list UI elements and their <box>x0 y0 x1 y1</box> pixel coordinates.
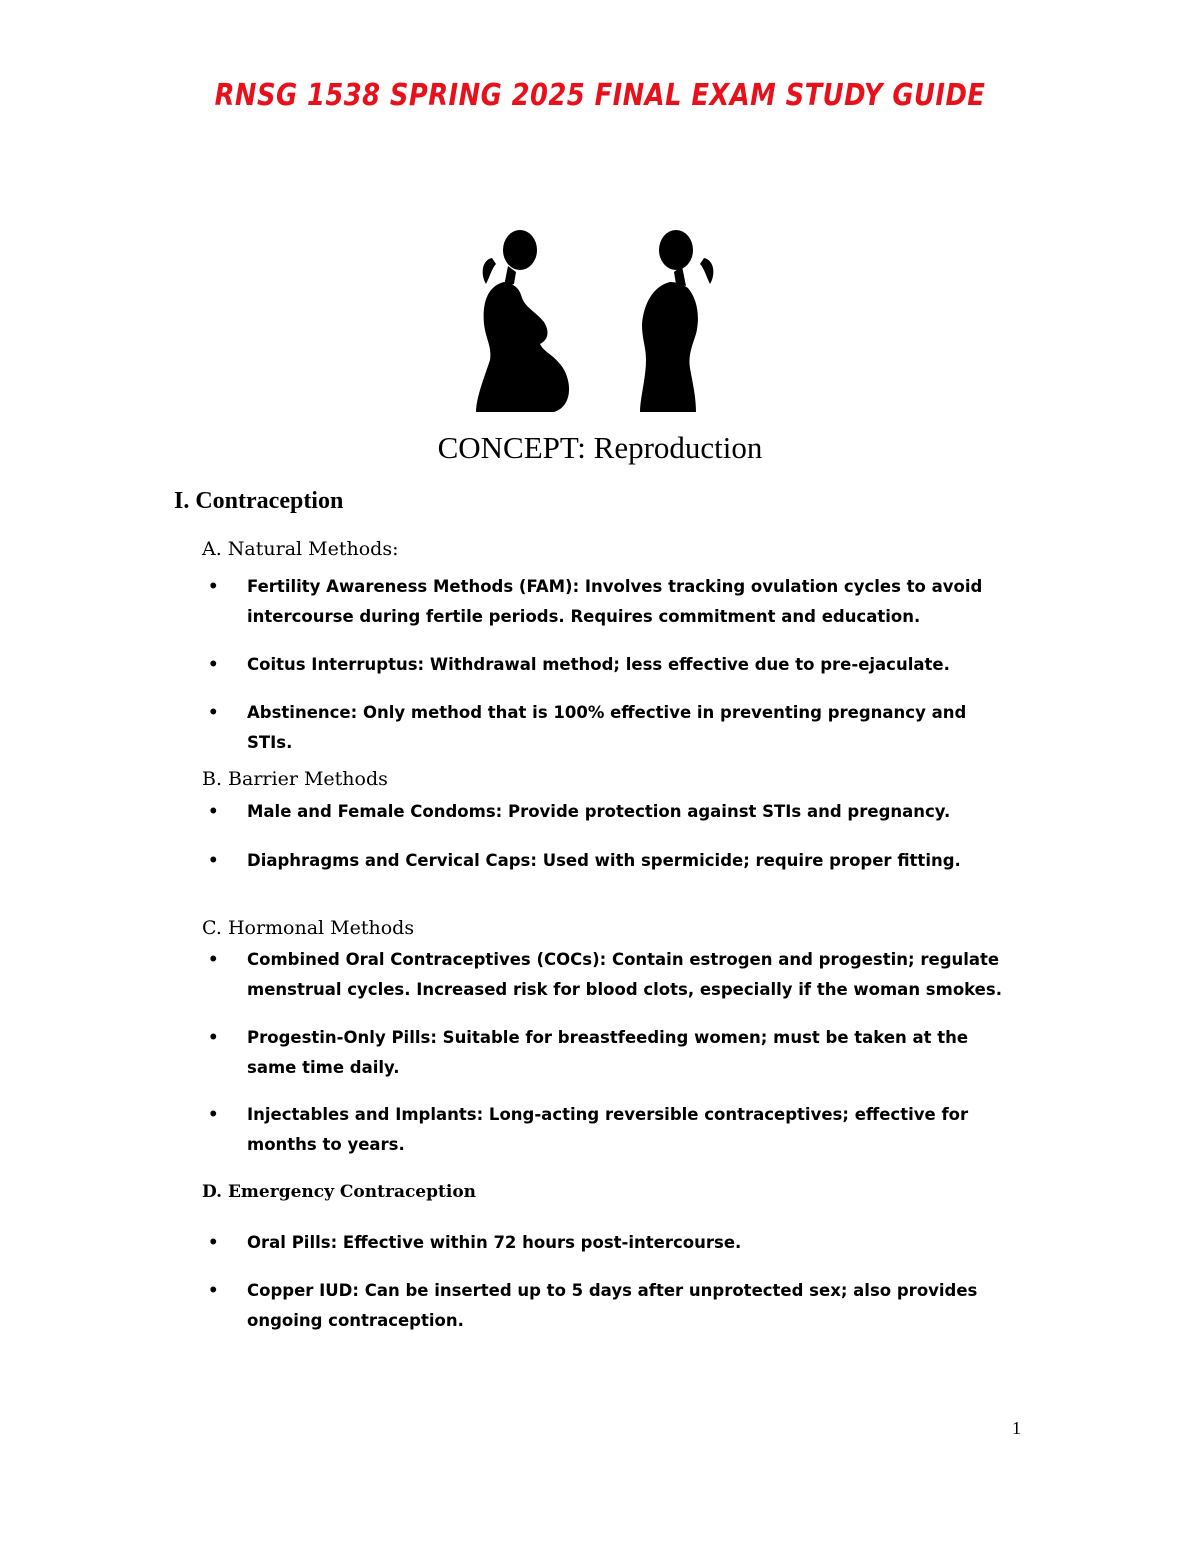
list-item-text: Fertility Awareness Methods (FAM): Involves tracking ovulation cycles to avoid intercourse during fertile periods. Requires commitment and education. <box>247 577 983 626</box>
subsection-title: D. Emergency Contraception <box>202 1182 477 1202</box>
section-heading: I. Contraception <box>174 488 344 514</box>
list-item-text: Oral Pills: Effective within 72 hours post-intercourse. <box>247 1233 742 1252</box>
list-item <box>208 698 1008 758</box>
list-item-text: Combined Oral Contraceptives (COCs): Contain estrogen and progestin; regulate menstrual cycles. Increased risk for blood clots, especially if the woman smokes. <box>247 950 1002 999</box>
page-number: 1 <box>1012 1418 1021 1438</box>
bullet-icon: • <box>208 1105 219 1124</box>
list-item-text: Diaphragms and Cervical Caps: Used with spermicide; require proper fitting. <box>247 851 961 870</box>
list-item-text: Abstinence: Only method that is 100% effective in preventing pregnancy and STIs. <box>247 703 967 752</box>
subsection-title: C. Hormonal Methods <box>202 917 415 939</box>
list-item <box>208 650 1008 680</box>
list-item <box>208 945 1008 1005</box>
bullet-icon: • <box>208 703 219 722</box>
list-item <box>208 1100 1008 1160</box>
list-item-text: Progestin-Only Pills: Suitable for breastfeeding women; must be taken at the same time daily. <box>247 1028 969 1077</box>
list-item <box>208 1276 1008 1336</box>
pregnant-woman-silhouette-icon <box>470 228 726 414</box>
list-item-text: Coitus Interruptus: Withdrawal method; less effective due to pre-ejaculate. <box>247 655 950 674</box>
subsection-title: A. Natural Methods: <box>202 538 399 560</box>
list-item-text: Male and Female Condoms: Provide protection against STIs and pregnancy. <box>247 802 951 821</box>
subsection-title: B. Barrier Methods <box>202 768 388 790</box>
list-item <box>208 572 1008 632</box>
bullet-icon: • <box>208 950 219 969</box>
list-item <box>208 1228 1008 1258</box>
bullet-icon: • <box>208 851 219 870</box>
list-item <box>208 1023 1008 1083</box>
list-item-text: Copper IUD: Can be inserted up to 5 days after unprotected sex; also provides ongoing contraception. <box>247 1281 978 1330</box>
list-item <box>208 846 1008 876</box>
bullet-icon: • <box>208 1028 219 1047</box>
bullet-icon: • <box>208 802 219 821</box>
bullet-icon: • <box>208 655 219 674</box>
list-item <box>208 797 1008 827</box>
list-item-text: Injectables and Implants: Long-acting reversible contraceptives; effective for months to years. <box>247 1105 969 1154</box>
bullet-icon: • <box>208 1281 219 1300</box>
document-title: RNSG 1538 SPRING 2025 FINAL EXAM STUDY GUIDE <box>214 78 986 113</box>
concept-heading: CONCEPT: Reproduction <box>437 430 763 465</box>
bullet-icon: • <box>208 577 219 596</box>
bullet-icon: • <box>208 1233 219 1252</box>
